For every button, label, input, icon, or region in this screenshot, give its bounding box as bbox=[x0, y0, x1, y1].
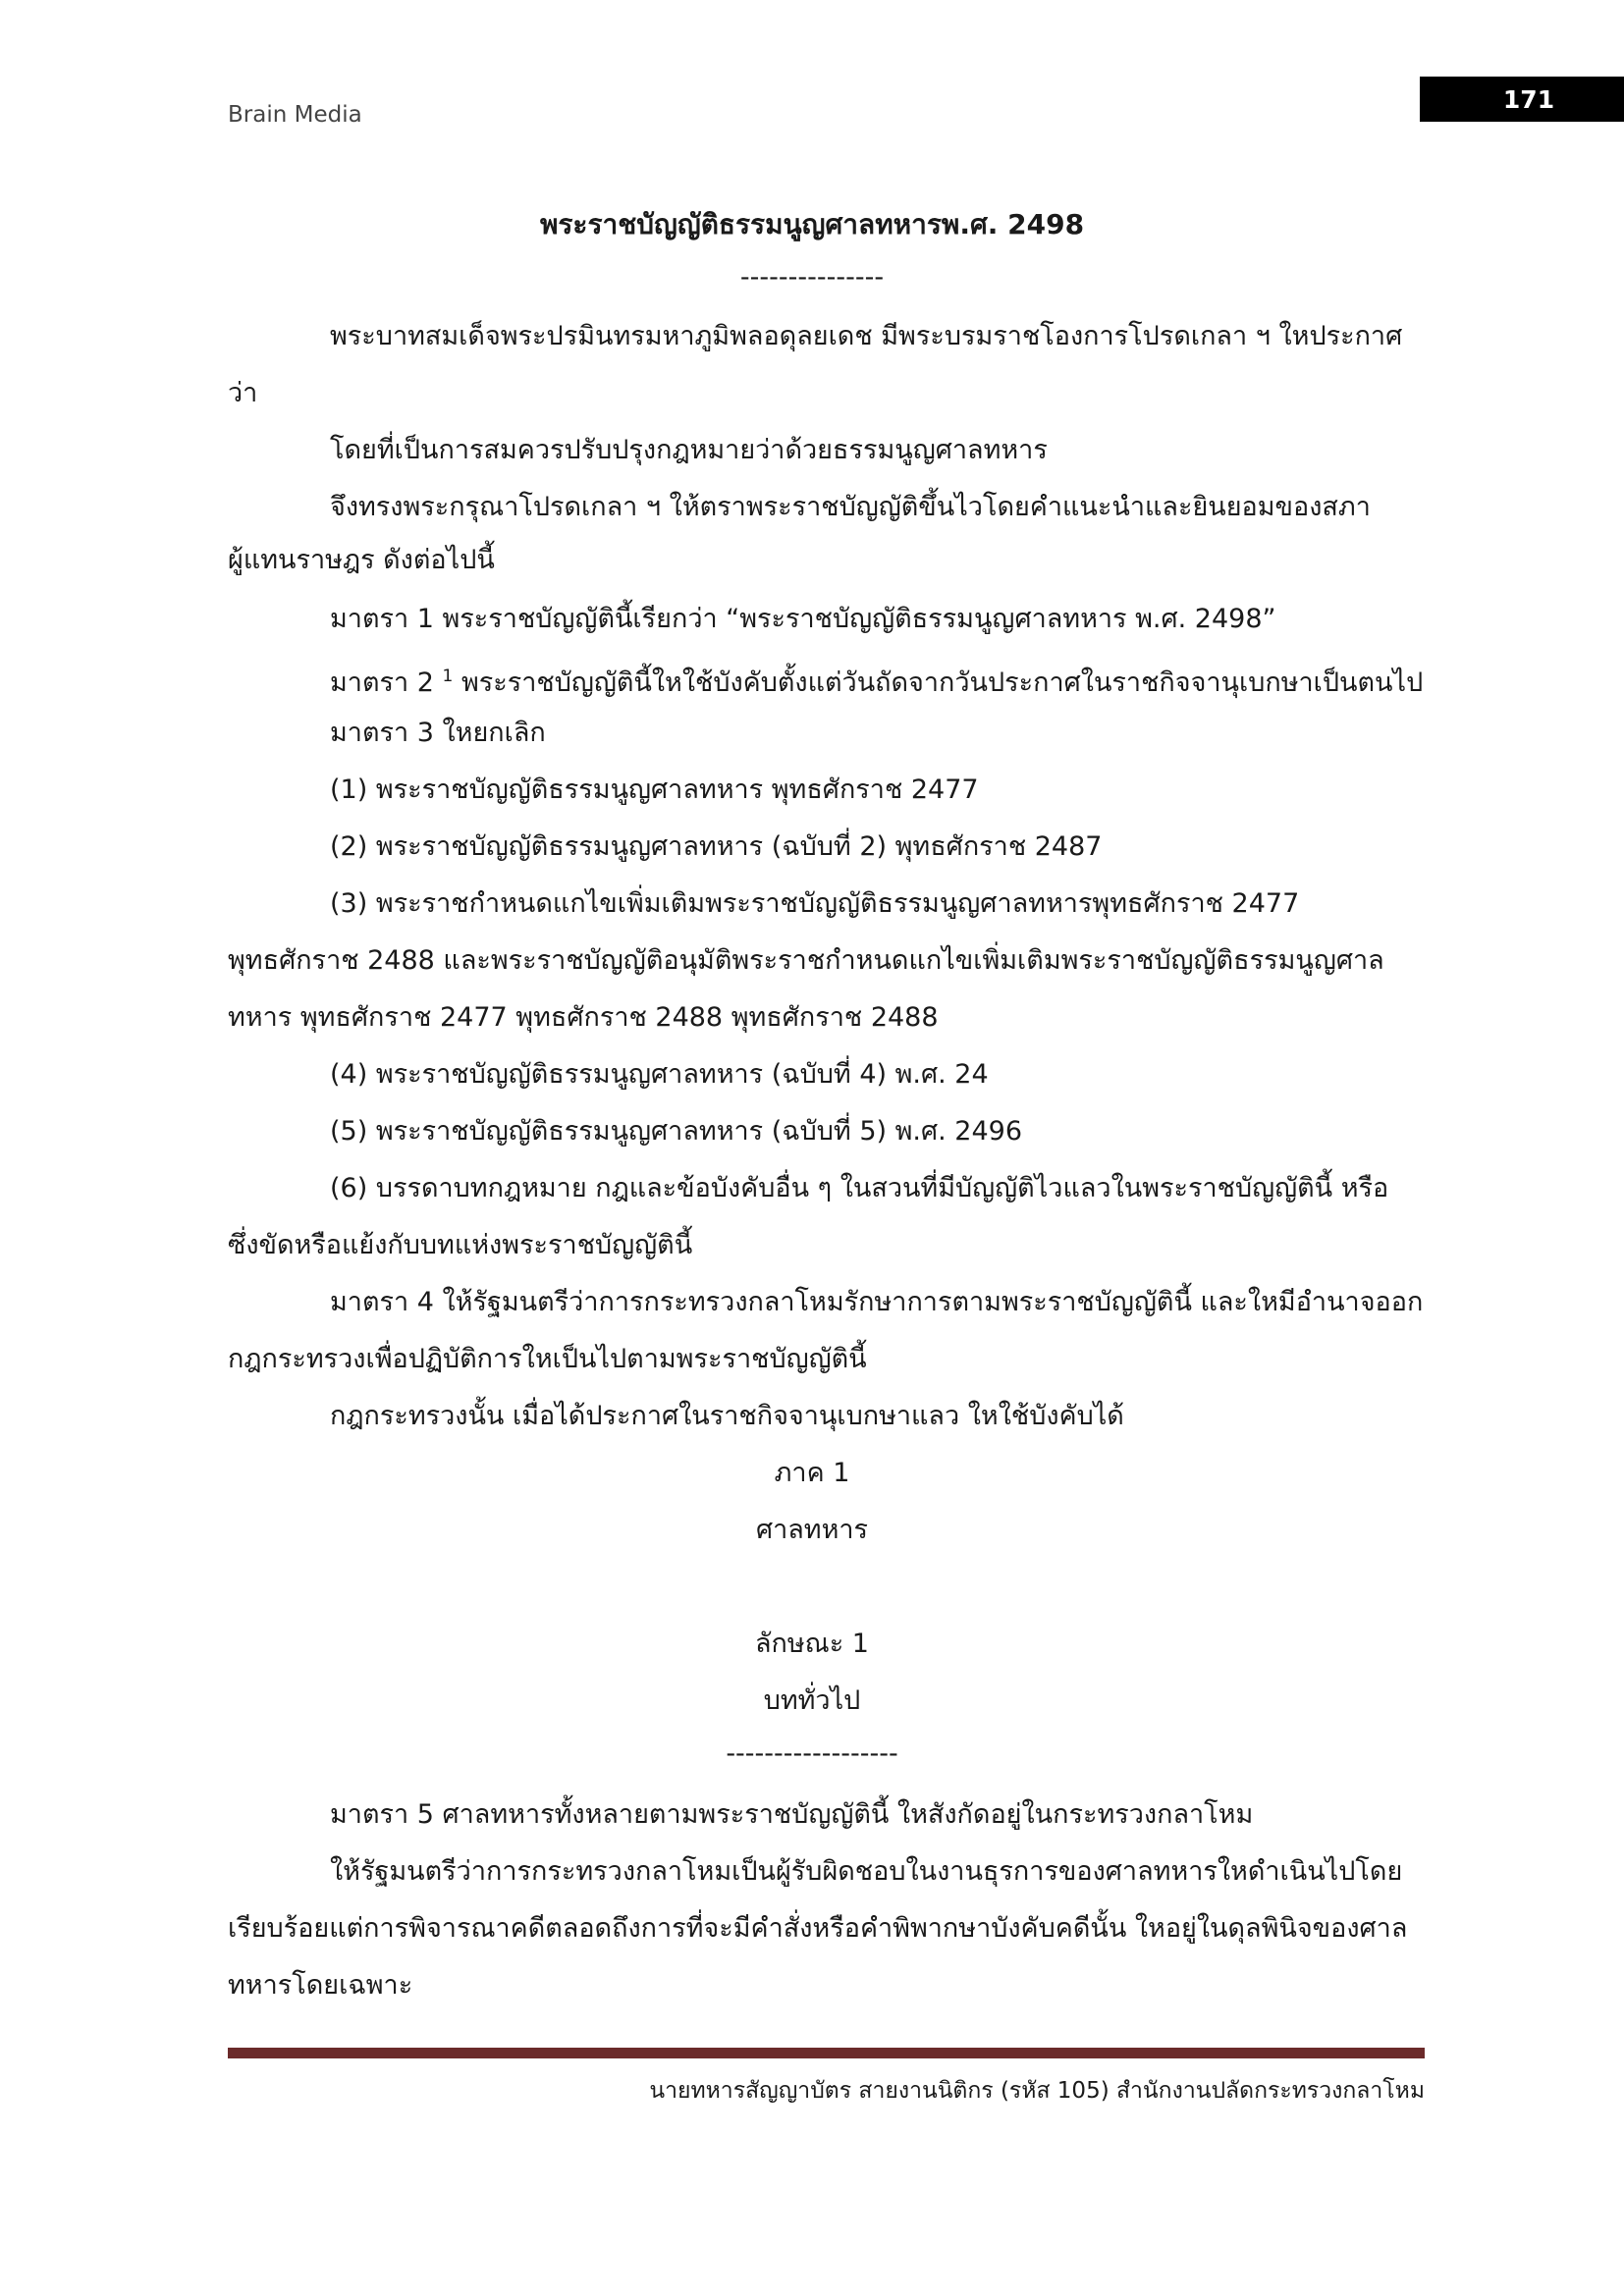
enactment-line-1: จึงทรงพระกรุณาโปรดเกลา ฯ ให้ตราพระราชบัญญัติขึ้นไวโดยคำแนะนำและยินยอมของสภา bbox=[330, 492, 1371, 522]
part-title: ศาลทหาร bbox=[755, 1515, 869, 1545]
repeal-item-3-line-3: ทหาร พุทธศักราช 2477 พุทธศักราช 2488 พุทธศักราช 2488 bbox=[228, 1002, 939, 1033]
section-4-paragraph-2: กฎกระทรวงนั้น เมื่อได้ประกาศในราชกิจจานุเบกษาแลว ใหใช้บังคับได้ bbox=[330, 1401, 1124, 1431]
title-rule: --------------- bbox=[739, 262, 885, 293]
repeal-item-2: (2) พระราชบัญญัติธรรมนูญศาลทหาร (ฉบับที่ 2) พุทธศักราช 2487 bbox=[330, 831, 1103, 862]
section-5: มาตรา 5 ศาลทหารทั้งหลายตามพระราชบัญญัตินี้ ใหสังกัดอยู่ในกระทรวงกลาโหม bbox=[330, 1799, 1254, 1830]
repeal-item-5: (5) พระราชบัญญัติธรรมนูญศาลทหาร (ฉบับที่ 5) พ.ศ. 2496 bbox=[330, 1116, 1023, 1147]
chapter-heading: ลักษณะ 1 bbox=[754, 1629, 869, 1659]
section-2 bbox=[330, 660, 1423, 700]
section-2-prefix: มาตรา 2 bbox=[330, 667, 434, 698]
footer-text: นายทหารสัญญาบัตร สายงานนิติกร (รหัส 105) สำนักงานปลัดกระทรวงกลาโหม bbox=[649, 2078, 1425, 2104]
section-5-paragraph-2-line-2: เรียบร้อยแต่การพิจารณาคดีตลอดถึงการที่จะมีคำสั่งหรือคำพิพากษาบังคับคดีนั้น ใหอยู่ในดุลพินิจของศาล bbox=[228, 1913, 1408, 1944]
footnote-marker: 1 bbox=[442, 667, 454, 686]
section-1: มาตรา 1 พระราชบัญญัตินี้เรียกว่า “พระราชบัญญัติธรรมนูญศาลทหาร พ.ศ. 2498” bbox=[330, 604, 1276, 634]
page-number: 171 bbox=[1502, 84, 1555, 114]
section-2-text: พระราชบัญญัตินี้ใหใช้บังคับตั้งแต่วันถัดจากวันประกาศในราชกิจจานุเบกษาเป็นตนไป bbox=[460, 667, 1424, 698]
repeal-item-6-line-2: ซึ่งขัดหรือแย้งกับบทแห่งพระราชบัญญัตินี้ bbox=[228, 1230, 693, 1260]
document-title: พระราชบัญญัติธรรมนูญศาลทหารพ.ศ. 2498 bbox=[539, 208, 1085, 240]
part-heading: ภาค 1 bbox=[774, 1458, 850, 1488]
page-number-badge bbox=[1420, 77, 1624, 122]
section-5-paragraph-2-line-1: ให้รัฐมนตรีว่าการกระทรวงกลาโหมเป็นผู้รับผิดชอบในงานธุรการของศาลทหารใหดำเนินไปโดย bbox=[330, 1856, 1403, 1887]
section-4-line-2: กฎกระทรวงเพื่อปฏิบัติการใหเป็นไปตามพระราชบัญญัตินี้ bbox=[228, 1344, 867, 1374]
recital-paragraph: โดยที่เป็นการสมควรปรับปรุงกฎหมายว่าด้วยธรรมนูญศาลทหาร bbox=[330, 435, 1048, 465]
section-4-line-1: มาตรา 4 ให้รัฐมนตรีว่าการกระทรวงกลาโหมรักษาการตามพระราชบัญญัตินี้ และใหมีอำนาจออก bbox=[330, 1287, 1424, 1317]
footer-divider bbox=[228, 2048, 1425, 2058]
repeal-item-6-line-1: (6) บรรดาบทกฎหมาย กฎและข้อบังคับอื่น ๆ ในสวนที่มีบัญญัติไวแลวในพระราชบัญญัตินี้ หรือ bbox=[330, 1173, 1389, 1203]
chapter-title: บททั่วไป bbox=[763, 1685, 861, 1716]
repeal-item-4: (4) พระราชบัญญัติธรรมนูญศาลทหาร (ฉบับที่ 4) พ.ศ. 24 bbox=[330, 1059, 989, 1090]
enactment-line-2: ผู้แทนราษฎร ดังต่อไปนี้ bbox=[228, 545, 495, 575]
preamble-line-1: พระบาทสมเด็จพระปรมินทรมหาภูมิพลอดุลยเดช มีพระบรมราชโองการโปรดเกลา ฯ ใหประกาศ bbox=[330, 321, 1403, 351]
preamble-line-2: ว่า bbox=[228, 378, 258, 408]
chapter-rule: ------------------ bbox=[726, 1738, 898, 1769]
section-3: มาตรา 3 ใหยกเลิก bbox=[330, 718, 546, 748]
brand-name: Brain Media bbox=[228, 102, 362, 128]
repeal-item-1: (1) พระราชบัญญัติธรรมนูญศาลทหาร พุทธศักราช 2477 bbox=[330, 774, 979, 805]
repeal-item-3-line-2: พุทธศักราช 2488 และพระราชบัญญัติอนุมัติพระราชกำหนดแกไขเพิ่มเติมพระราชบัญญัติธรรมนูญศาล bbox=[228, 945, 1384, 976]
repeal-item-3-line-1: (3) พระราชกำหนดแกไขเพิ่มเติมพระราชบัญญัติธรรมนูญศาลทหารพุทธศักราช 2477 bbox=[330, 888, 1300, 919]
section-5-paragraph-2-line-3: ทหารโดยเฉพาะ bbox=[228, 1970, 413, 2001]
